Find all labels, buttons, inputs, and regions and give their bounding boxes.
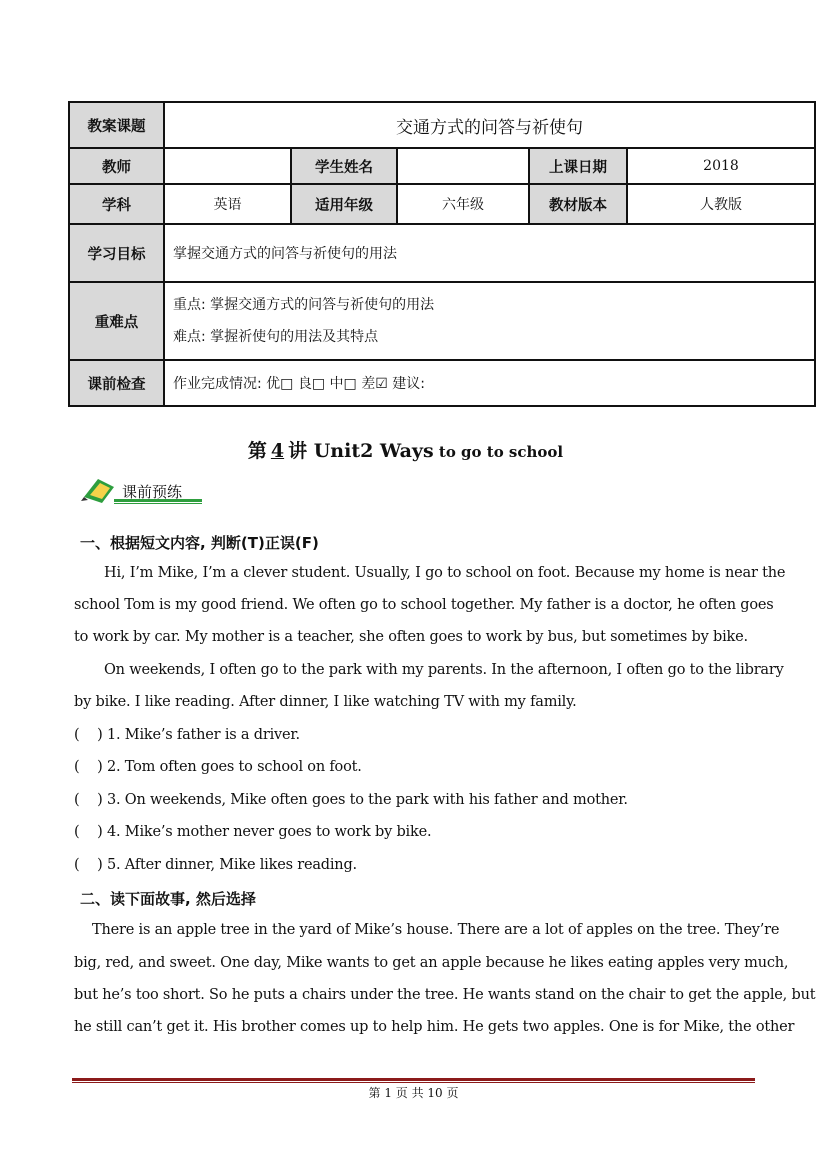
teacher-label: 教师 <box>69 148 164 184</box>
passage1-line: by bike. I like reading. After dinner, I like watching TV with my family. <box>74 694 577 710</box>
passage1-line: On weekends, I often go to the park with my parents. In the afternoon, I often go to the library <box>104 662 784 678</box>
subject-value: 英语 <box>164 184 291 224</box>
difficult-point-line: 难点: 掌握祈使句的用法及其特点 <box>173 329 379 345</box>
passage1-line: school Tom is my good friend. We often go to school together. My father is a doctor, he often goes <box>74 597 774 613</box>
section2-heading: 二、读下面故事, 然后选择 <box>80 890 256 908</box>
edition-label: 教材版本 <box>529 184 627 224</box>
student-name-value <box>397 148 529 184</box>
passage1-line: to work by car. My mother is a teacher, she often goes to work by bus, but sometimes by bike. <box>74 629 748 645</box>
grade-value: 六年级 <box>397 184 529 224</box>
question-item: ( ) 1. Mike’s father is a driver. <box>74 727 300 743</box>
pre-class-check-label: 课前检查 <box>69 360 164 406</box>
topic-label: 教案课题 <box>69 102 164 148</box>
edition-value: 人教版 <box>627 184 815 224</box>
grade-label: 适用年级 <box>291 184 397 224</box>
key-points-value <box>164 282 815 360</box>
key-point-line: 重点: 掌握交通方式的问答与祈使句的用法 <box>173 297 435 313</box>
lesson-prefix: 第 <box>247 440 267 462</box>
student-name-label: 学生姓名 <box>291 148 397 184</box>
story-line: There is an apple tree in the yard of Mike’s house. There are a lot of apples on the tree. They’re <box>92 922 780 938</box>
objective-label: 学习目标 <box>69 224 164 282</box>
question-item: ( ) 4. Mike’s mother never goes to work by bike. <box>74 824 432 840</box>
objective-value: 掌握交通方式的问答与祈使句的用法 <box>164 224 815 282</box>
story-line: but he’s too short. So he puts a chairs under the tree. He wants stand on the chair to get the apple, but <box>74 987 816 1003</box>
lesson-main: 讲 Unit2 Ways <box>288 440 434 462</box>
story-line: big, red, and sweet. One day, Mike wants to get an apple because he likes eating apples very much, <box>74 955 789 971</box>
page-number: 第 1 页 共 10 页 <box>368 1086 459 1100</box>
topic-value: 交通方式的问答与祈使句 <box>164 102 815 148</box>
lesson-title <box>0 436 811 463</box>
class-date-label: 上课日期 <box>529 148 627 184</box>
preview-badge <box>78 473 208 507</box>
teacher-value <box>164 148 291 184</box>
lesson-info-table <box>68 101 816 407</box>
story-line: he still can’t get it. His brother comes up to help him. He gets two apples. One is for Mike, the other <box>74 1019 795 1035</box>
subject-label: 学科 <box>69 184 164 224</box>
preview-badge-label: 课前预练 <box>122 483 183 501</box>
question-item: ( ) 2. Tom often goes to school on foot. <box>74 759 362 775</box>
passage1-line: Hi, I’m Mike, I’m a clever student. Usually, I go to school on foot. Because my home is near the <box>104 565 786 581</box>
pre-class-check-value: 作业完成情况: 优□ 良□ 中□ 差☑ 建议: <box>164 360 815 406</box>
question-item: ( ) 3. On weekends, Mike often goes to the park with his father and mother. <box>74 792 628 808</box>
lesson-suffix: to go to school <box>433 443 564 461</box>
lesson-number: 4 <box>270 440 285 462</box>
question-item: ( ) 5. After dinner, Mike likes reading. <box>74 857 357 873</box>
class-date-value: 2018 <box>627 148 815 184</box>
key-points-label: 重难点 <box>69 282 164 360</box>
section1-heading: 一、根据短文内容, 判断(T)正误(F) <box>80 534 319 552</box>
